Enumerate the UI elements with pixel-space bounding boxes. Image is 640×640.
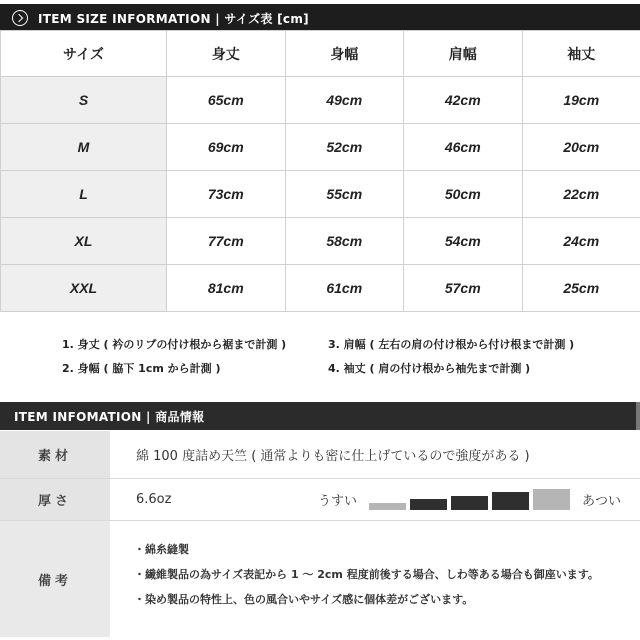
measurement-notes <box>62 336 622 376</box>
sleeve-cell: 20cm <box>522 124 640 171</box>
width-cell: 58cm <box>285 218 404 265</box>
thin-label: うすい <box>318 494 358 509</box>
sleeve-cell: 25cm <box>522 265 640 312</box>
header-shoulder: 肩幅 <box>404 31 523 77</box>
info-section-header <box>0 402 640 430</box>
thick-label: あつい <box>582 494 622 509</box>
width-cell: 61cm <box>285 265 404 312</box>
thickness-label: 厚さ <box>0 479 110 520</box>
header-size: サイズ <box>1 31 167 77</box>
remarks-list <box>110 521 640 637</box>
thickness-value-cell <box>110 479 640 520</box>
thickness-scale <box>369 490 570 510</box>
material-label: 素材 <box>0 431 110 478</box>
sleeve-cell: 24cm <box>522 218 640 265</box>
header-sleeve: 袖丈 <box>522 31 640 77</box>
material-value: 綿 100 度詰め天竺 ( 通常よりも密に仕上げているので強度がある ) <box>136 449 530 464</box>
header-length: 身丈 <box>167 31 286 77</box>
width-cell: 55cm <box>285 171 404 218</box>
shoulder-cell: 54cm <box>404 218 523 265</box>
scale-step <box>369 503 406 510</box>
scale-step <box>492 492 529 510</box>
header-width: 身幅 <box>285 31 404 77</box>
size-table <box>0 30 640 312</box>
info-table <box>0 431 640 637</box>
remarks-label: 備考 <box>0 521 110 637</box>
note-sleeve: 4. 袖丈 ( 肩の付け根から袖先まで計測 ) <box>328 362 531 375</box>
header-accent <box>636 402 640 430</box>
shoulder-cell: 57cm <box>404 265 523 312</box>
size-label: XXL <box>1 265 167 312</box>
remark-item: ・染め製品の特性上、色の風合いやサイズ感に個体差がございます。 <box>134 593 474 606</box>
table-row <box>1 77 640 124</box>
note-length: 1. 身丈 ( 衿のリブの付け根から裾まで計測 ) <box>62 338 287 351</box>
info-section-title: ITEM INFOMATION | 商品情報 <box>14 409 205 424</box>
thickness-weight: 6.6oz <box>136 492 172 507</box>
length-cell: 65cm <box>167 77 286 124</box>
shoulder-cell: 42cm <box>404 77 523 124</box>
table-row <box>1 124 640 171</box>
sleeve-cell: 19cm <box>522 77 640 124</box>
length-cell: 73cm <box>167 171 286 218</box>
remark-item: ・繊維製品の為サイズ表記から 1 ～ 2cm 程度前後する場合、しわ等ある場合も御座います。 <box>134 568 599 581</box>
table-row <box>1 218 640 265</box>
scale-step <box>410 499 447 510</box>
length-cell: 81cm <box>167 265 286 312</box>
size-table-header <box>1 31 640 77</box>
size-section-header <box>0 4 640 32</box>
shoulder-cell: 46cm <box>404 124 523 171</box>
width-cell: 49cm <box>285 77 404 124</box>
size-label: M <box>1 124 167 171</box>
table-row <box>1 265 640 312</box>
material-row <box>0 431 640 479</box>
size-section-title: ITEM SIZE INFORMATION | サイズ表 [cm] <box>38 11 309 26</box>
table-row <box>1 171 640 218</box>
sleeve-cell: 22cm <box>522 171 640 218</box>
width-cell: 52cm <box>285 124 404 171</box>
size-label: L <box>1 171 167 218</box>
thickness-row <box>0 479 640 521</box>
size-label: XL <box>1 218 167 265</box>
length-cell: 77cm <box>167 218 286 265</box>
note-width: 2. 身幅 ( 脇下 1cm から計測 ) <box>62 362 221 375</box>
remark-item: ・綿糸縫製 <box>134 543 189 556</box>
scale-step <box>533 489 570 510</box>
remarks-row <box>0 521 640 637</box>
shoulder-cell: 50cm <box>404 171 523 218</box>
scale-step <box>451 496 488 510</box>
circle-chevron-right-icon <box>12 10 28 26</box>
length-cell: 69cm <box>167 124 286 171</box>
size-label: S <box>1 77 167 124</box>
note-shoulder: 3. 肩幅 ( 左右の肩の付け根から付け根まで計測 ) <box>328 338 575 351</box>
